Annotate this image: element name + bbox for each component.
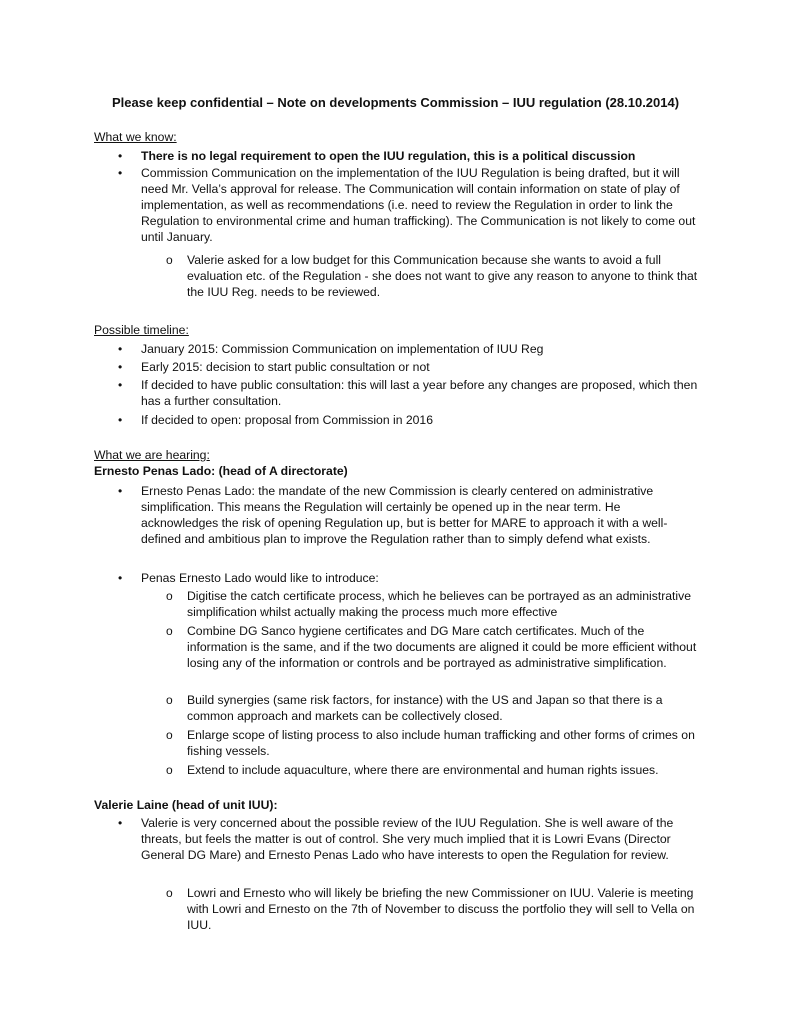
person-heading-ernesto: Ernesto Penas Lado: (head of A directorate) xyxy=(94,464,348,478)
sub-bullet-text: Valerie asked for a low budget for this Communication because she wants to avoid a full evaluation etc. of the Regulation - she does not want to give any reason to anyone to think that the IUU Reg. needs to be reviewed. xyxy=(187,253,698,299)
bullet-marker: • xyxy=(118,571,123,585)
sub-bullet-text: Build synergies (same risk factors, for instance) with the US and Japan so that there is a common approach and markets can be collectively closed. xyxy=(187,693,663,723)
bullet-item xyxy=(118,377,701,409)
bullet-item xyxy=(118,165,701,245)
sub-bullet-marker: o xyxy=(166,693,173,707)
sub-bullet-item xyxy=(166,252,702,300)
sub-bullet-item xyxy=(166,692,702,724)
person-heading-valerie: Valerie Laine (head of unit IUU): xyxy=(94,798,278,812)
sub-bullet-marker: o xyxy=(166,728,173,742)
bullet-marker: • xyxy=(118,816,123,830)
bullet-text: If decided to open: proposal from Commission in 2016 xyxy=(141,413,433,427)
bullet-marker: • xyxy=(118,360,123,374)
sub-bullet-item xyxy=(166,623,702,671)
bullet-item xyxy=(118,359,701,375)
sub-bullet-item xyxy=(166,762,702,778)
sub-bullet-marker: o xyxy=(166,624,173,638)
sub-bullet-marker: o xyxy=(166,589,173,603)
section-heading-hearing: What we are hearing: xyxy=(94,448,210,462)
bullet-item xyxy=(118,570,701,586)
bullet-item xyxy=(118,483,701,547)
bullet-marker: • xyxy=(118,378,123,392)
bullet-marker: • xyxy=(118,342,123,356)
sub-bullet-item xyxy=(166,588,702,620)
bullet-item xyxy=(118,412,701,428)
sub-bullet-marker: o xyxy=(166,253,173,267)
bullet-marker: • xyxy=(118,149,123,163)
sub-bullet-text: Combine DG Sanco hygiene certificates and DG Mare catch certificates. Much of the information is the same, and if the two documents are aligned it could be more efficient without losing any of the information or controls and be portrayed as administrative simplification. xyxy=(187,624,697,670)
bullet-text: Ernesto Penas Lado: the mandate of the new Commission is clearly centered on administrative simplification. This means the Regulation will certainly be opened up in the near term. He acknowledges the risk of opening Regulation up, but is better for MARE to approach it with a well-defined and ambitious plan to improve the Regulation rather than to simply defend what exists. xyxy=(141,484,668,546)
sub-bullet-text: Lowri and Ernesto who will likely be briefing the new Commissioner on IUU. Valerie is meeting with Lowri and Ernesto on the 7th of November to discuss the portfolio they will sell to Vella on IUU. xyxy=(187,886,695,932)
bullet-item xyxy=(118,148,701,164)
section-heading-what-we-know: What we know: xyxy=(94,130,177,144)
sub-bullet-text: Enlarge scope of listing process to also include human trafficking and other forms of crimes on fishing vessels. xyxy=(187,728,695,758)
bullet-text: Penas Ernesto Lado would like to introduce: xyxy=(141,571,379,585)
document-title: Please keep confidential – Note on developments Commission – IUU regulation (28.10.2014) xyxy=(111,95,680,110)
bullet-item xyxy=(118,815,701,863)
bullet-text: January 2015: Commission Communication on implementation of IUU Reg xyxy=(141,342,544,356)
bullet-marker: • xyxy=(118,484,123,498)
sub-bullet-item xyxy=(166,727,702,759)
bullet-marker: • xyxy=(118,413,123,427)
bullet-item xyxy=(118,341,701,357)
bullet-text: Early 2015: decision to start public consultation or not xyxy=(141,360,430,374)
bullet-text: If decided to have public consultation: this will last a year before any changes are proposed, which then has a further consultation. xyxy=(141,378,698,408)
bullet-text: Commission Communication on the implementation of the IUU Regulation is being drafted, but it will need Mr. Vella’s approval for release. The Communication will contain information on state of play of implementation, as well as recommendations (i.e. need to review the Regulation in order to link the Regulation to environmental crime and human trafficking). The Communication is not likely to come out until January. xyxy=(141,166,696,244)
sub-bullet-text: Digitise the catch certificate process, which he believes can be portrayed as an administrative simplification whilst actually making the process much more effective xyxy=(187,589,692,619)
bullet-marker: • xyxy=(118,166,123,180)
sub-bullet-marker: o xyxy=(166,763,173,777)
sub-bullet-text: Extend to include aquaculture, where there are environmental and human rights issues. xyxy=(187,763,659,777)
sub-bullet-item xyxy=(166,885,702,933)
section-heading-timeline: Possible timeline: xyxy=(94,323,189,337)
bullet-text: Valerie is very concerned about the possible review of the IUU Regulation. She is well aware of the threats, but feels the matter is out of control. She very much implied that it is Lowri Evans (Director General DG Mare) and Ernesto Penas Lado who have interests to open the Regulation for review. xyxy=(141,816,674,862)
bullet-text: There is no legal requirement to open the IUU regulation, this is a political discussion xyxy=(141,149,636,163)
sub-bullet-marker: o xyxy=(166,886,173,900)
